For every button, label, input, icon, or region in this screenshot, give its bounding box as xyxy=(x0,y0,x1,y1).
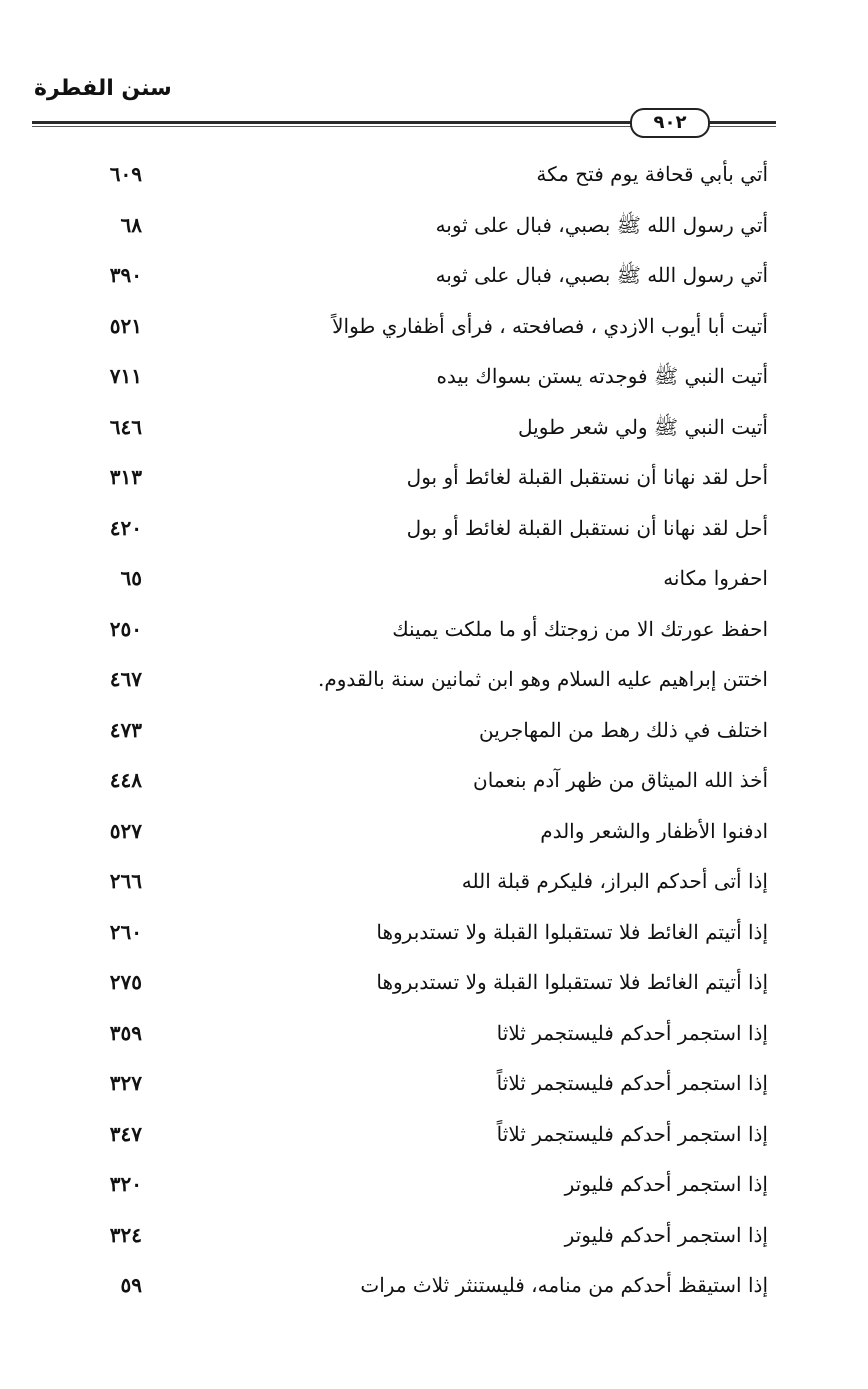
index-entry xyxy=(0,562,868,613)
index-entry-page-number: ٢٥٠ xyxy=(109,616,142,641)
index-entry xyxy=(0,512,868,563)
index-entry-text: إذا استجمر أحدكم فليوتر xyxy=(564,1222,768,1247)
index-entry xyxy=(0,916,868,967)
index-entries-list xyxy=(0,158,868,1320)
index-entry-page-number: ٢٦٦ xyxy=(109,869,142,893)
index-entry xyxy=(0,764,868,815)
index-entry-page-number: ٣٤٧ xyxy=(109,1121,142,1146)
index-entry-page-number: ٥٢١ xyxy=(109,313,142,338)
index-entry-text: إذا استجمر أحدكم فليستجمر ثلاثاً xyxy=(496,1121,768,1146)
index-entry xyxy=(0,663,868,714)
index-entry-page-number: ٦٨ xyxy=(120,212,142,237)
index-entry-page-number: ٥٩ xyxy=(120,1273,142,1297)
index-entry-text: أتي رسول الله ﷺ بصبي، فبال على ثوبه xyxy=(435,212,768,237)
index-entry xyxy=(0,1168,868,1219)
index-entry-text: إذا استجمر أحدكم فليستجمر ثلاثاً xyxy=(496,1071,768,1095)
index-entry-page-number: ٤٢٠ xyxy=(109,515,142,540)
index-entry-text: ادفنوا الأظفار والشعر والدم xyxy=(540,818,768,843)
index-entry xyxy=(0,461,868,512)
page-number-badge: ٩٠٢ xyxy=(630,108,710,138)
index-entry-text: أتي بأبي قحافة يوم فتح مكة xyxy=(536,162,768,186)
index-entry xyxy=(0,865,868,916)
index-entry-text: أتيت أبا أيوب الازدي ، فصافحته ، فرأى أظفاري طوالاً xyxy=(332,313,768,338)
index-entry-page-number: ٣٢٤ xyxy=(109,1222,142,1247)
index-entry xyxy=(0,411,868,462)
index-entry-text: إذا استجمر أحدكم فليستجمر ثلاثا xyxy=(496,1020,768,1045)
index-entry xyxy=(0,1219,868,1270)
index-entry-text: أتيت النبي ﷺ فوجدته يستن بسواك بيده xyxy=(436,364,768,388)
index-entry-text: إذا أتى أحدكم البراز، فليكرم قبلة الله xyxy=(461,869,768,893)
index-entry-text: أتيت النبي ﷺ ولي شعر طويل xyxy=(518,414,768,439)
index-entry xyxy=(0,259,868,310)
index-entry-page-number: ٦٥ xyxy=(120,566,142,590)
index-entry-page-number: ٣٩٠ xyxy=(109,263,142,287)
index-entry-page-number: ٥٢٧ xyxy=(109,818,142,843)
index-entry-page-number: ٣٢٠ xyxy=(109,1172,142,1196)
running-header-title: سنن الفطرة xyxy=(34,76,172,101)
index-entry xyxy=(0,158,868,209)
index-entry-text: أحل لقد نهانا أن نستقبل القبلة لغائط أو بول xyxy=(406,515,768,540)
index-entry-text: احفروا مكانه xyxy=(663,566,768,590)
index-entry-page-number: ٤٤٨ xyxy=(109,768,142,792)
index-entry xyxy=(0,1118,868,1169)
index-entry xyxy=(0,360,868,411)
index-entry xyxy=(0,815,868,866)
index-entry-text: احفظ عورتك الا من زوجتك أو ما ملكت يمينك xyxy=(392,616,768,641)
index-entry-page-number: ٦٠٩ xyxy=(109,162,142,186)
index-entry xyxy=(0,209,868,260)
index-entry xyxy=(0,966,868,1017)
index-entry-text: إذا استجمر أحدكم فليوتر xyxy=(564,1172,768,1196)
index-entry xyxy=(0,613,868,664)
index-entry xyxy=(0,310,868,361)
index-entry-page-number: ٧١١ xyxy=(109,364,142,388)
index-entry xyxy=(0,714,868,765)
index-entry-page-number: ٢٧٥ xyxy=(109,970,142,994)
index-entry xyxy=(0,1269,868,1320)
index-entry-text: إذا استيقظ أحدكم من منامه، فليستنثر ثلاث مرات xyxy=(360,1273,768,1297)
index-entry-text: أحل لقد نهانا أن نستقبل القبلة لغائط أو بول xyxy=(406,465,768,489)
index-entry xyxy=(0,1017,868,1068)
index-entry-text: إذا أتيتم الغائط فلا تستقبلوا القبلة ولا تستدبروها xyxy=(376,970,768,994)
index-entry-text: أخذ الله الميثاق من ظهر آدم بنعمان xyxy=(473,768,768,792)
index-entry-page-number: ٣٢٧ xyxy=(109,1071,142,1095)
index-entry-text: اختلف في ذلك رهط من المهاجرين xyxy=(479,717,768,742)
index-entry-page-number: ٦٤٦ xyxy=(109,414,142,439)
index-entry-page-number: ٣٥٩ xyxy=(109,1020,142,1045)
index-entry-page-number: ٤٧٣ xyxy=(109,717,142,742)
index-entry xyxy=(0,1067,868,1118)
index-entry-page-number: ٤٦٧ xyxy=(109,667,142,691)
index-entry-page-number: ٢٦٠ xyxy=(109,919,142,944)
index-entry-page-number: ٣١٣ xyxy=(109,465,142,489)
index-entry-text: إذا أتيتم الغائط فلا تستقبلوا القبلة ولا تستدبروها xyxy=(376,919,768,944)
index-entry-text: أتي رسول الله ﷺ بصبي، فبال على ثوبه xyxy=(435,263,768,287)
index-entry-text: اختتن إبراهيم عليه السلام وهو ابن ثمانين سنة بالقدوم. xyxy=(317,667,768,691)
